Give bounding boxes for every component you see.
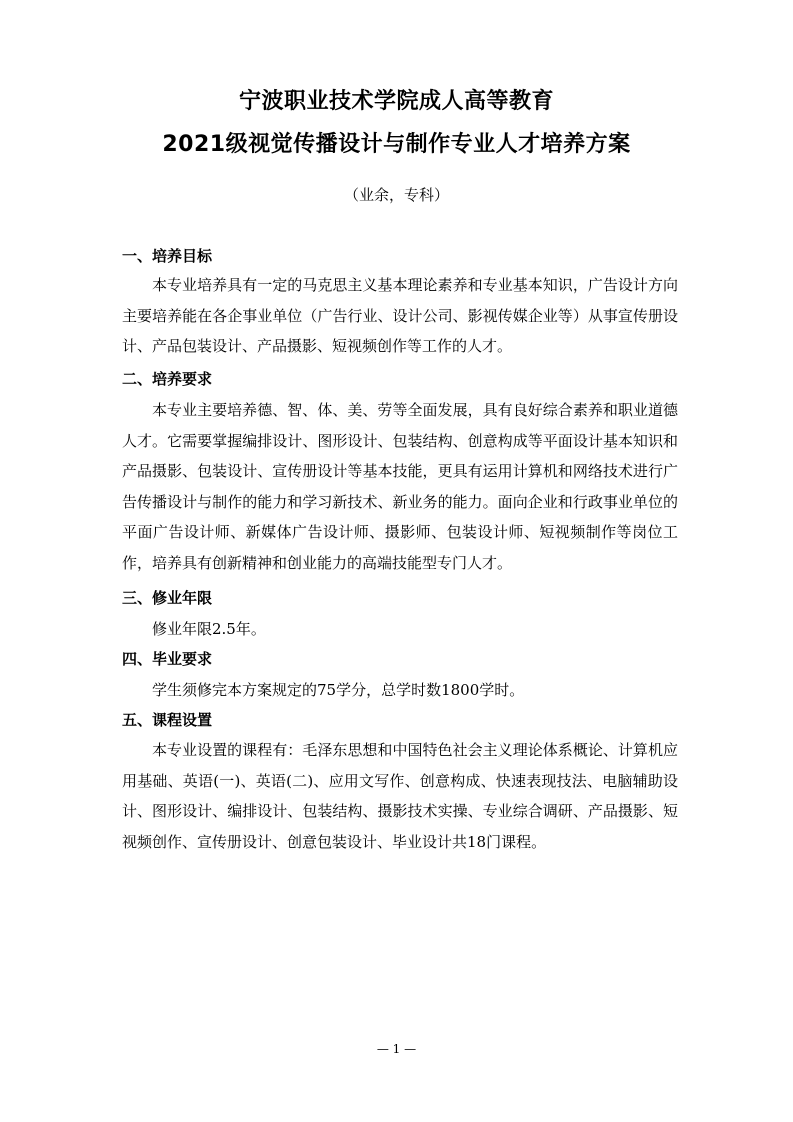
- section-heading-study-duration: 三、修业年限: [122, 589, 213, 607]
- section-body-study-duration: 修业年限2.5年。: [152, 620, 266, 638]
- document-title-line-1: 宁波职业技术学院成人高等教育: [238, 89, 554, 114]
- page-number-footer: — 1 —: [376, 1042, 417, 1056]
- section-heading-training-requirements: 二、培养要求: [122, 370, 213, 388]
- section-heading-training-goal: 一、培养目标: [122, 247, 213, 265]
- document-title-line-2: 2021级视觉传播设计与制作专业人才培养方案: [162, 132, 631, 157]
- section-heading-graduation-requirements: 四、毕业要求: [122, 650, 213, 668]
- section-body-training-goal: 本专业培养具有一定的马克思主义基本理论素养和专业基本知识，广告设计方向主要培养能在各企事业单位（广告行业、设计公司、影视传媒企业等）从事宣传册设计、产品包装设计、产品摄影、短视频创作等工作的人才。: [122, 276, 678, 355]
- section-heading-course-setup: 五、课程设置: [122, 711, 213, 729]
- section-body-training-requirements: 本专业主要培养德、智、体、美、劳等全面发展，具有良好综合素养和职业道德人才。它需要掌握编排设计、图形设计、包装结构、创意构成等平面设计基本知识和产品摄影、包装设计、宣传册设计等基本技能，更具有运用计算机和网络技术进行广告传播设计与制作的能力和学习新技术、新业务的能力。面向企业和行政事业单位的平面广告设计师、新媒体广告设计师、摄影师、包装设计师、短视频制作等岗位工作，培养具有创新精神和创业能力的高端技能型专门人才。: [122, 401, 678, 572]
- section-body-graduation-requirements: 学生须修完本方案规定的75学分，总学时数1800学时。: [152, 681, 525, 699]
- document-subtitle: （业余，专科）: [343, 186, 449, 204]
- section-body-course-setup: 本专业设置的课程有：毛泽东思想和中国特色社会主义理论体系概论、计算机应用基础、英语(一)、英语(二)、应用文写作、创意构成、快速表现技法、电脑辅助设计、图形设计、编排设计、包装结构、摄影技术实操、专业综合调研、产品摄影、短视频创作、宣传册设计、创意包装设计、毕业设计共18门课程。: [122, 741, 678, 851]
